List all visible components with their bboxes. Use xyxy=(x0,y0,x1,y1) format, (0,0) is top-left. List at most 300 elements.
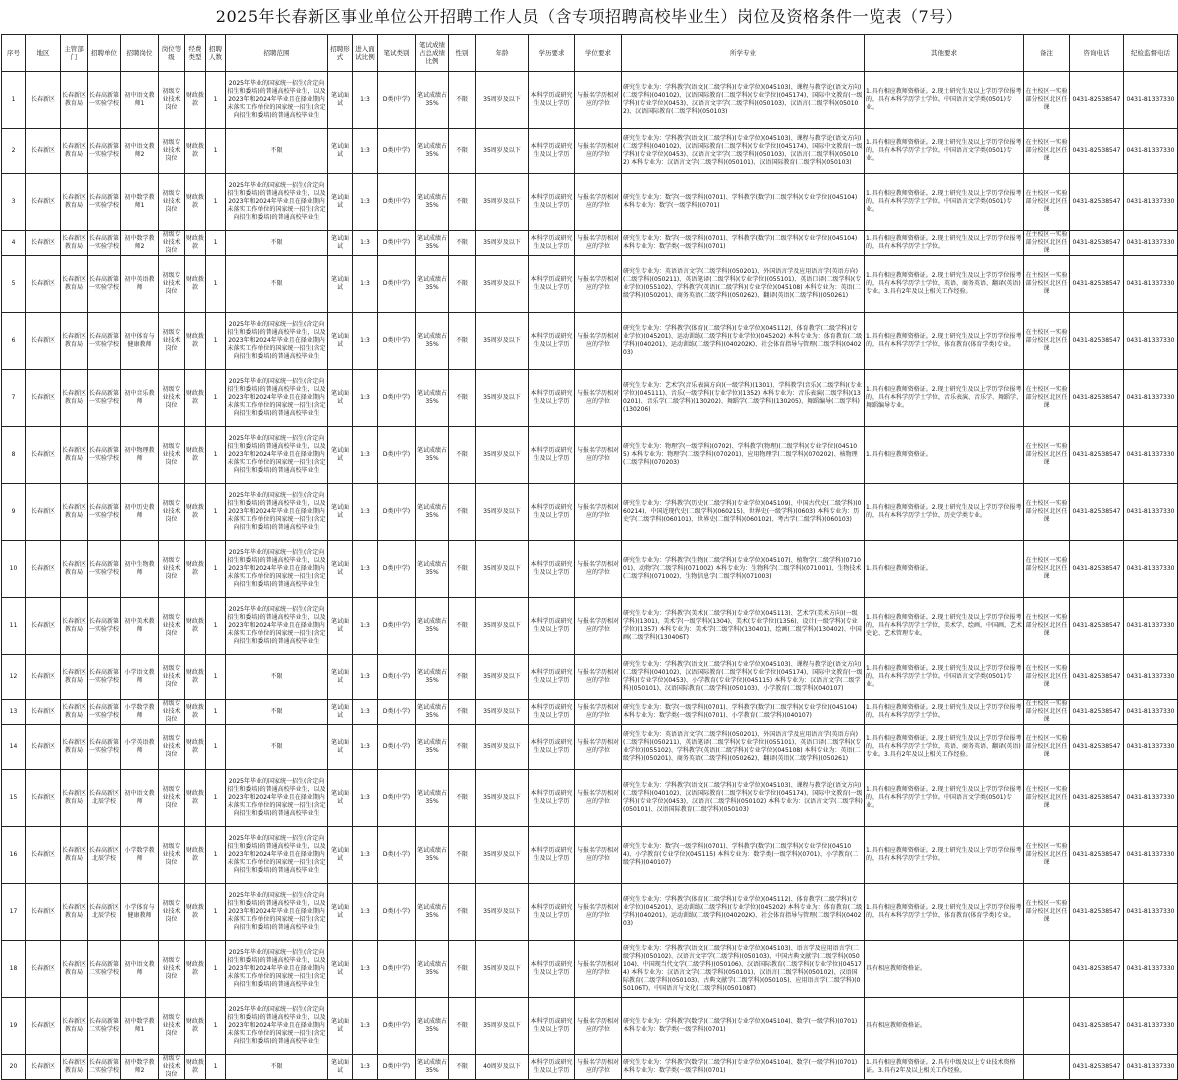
supervise-phone-cell: 0431-81337330 xyxy=(1124,313,1178,370)
supervise-phone-cell: 0431-81337330 xyxy=(1124,884,1178,941)
degree-cell: 与报名学历相对应的学位 xyxy=(575,941,622,998)
row-number: 7 xyxy=(2,370,26,427)
weight-cell: 笔试成绩占35% xyxy=(416,370,449,427)
gender-cell: 不限 xyxy=(449,370,476,427)
remark-cell: 在主校区一实验部分校区北区任课 xyxy=(1024,655,1070,700)
dept-cell: 长春新区教育局 xyxy=(61,313,88,370)
funding-cell: 财政拨款 xyxy=(185,655,206,700)
table-row xyxy=(2,655,1178,700)
column-header: 纪检监督电话 xyxy=(1124,35,1178,72)
level-cell: 初级专业技术岗位 xyxy=(159,827,185,884)
row-number: 17 xyxy=(2,884,26,941)
gender-cell: 不限 xyxy=(449,700,476,725)
phone-cell: 0431-82538547 xyxy=(1070,884,1124,941)
ratio-cell: 1:3 xyxy=(353,427,378,484)
form-cell: 笔试面试 xyxy=(328,998,353,1055)
row-number: 18 xyxy=(2,941,26,998)
remark-cell: 在主校区一实验部分校区北区任课 xyxy=(1024,174,1070,231)
phone-cell: 0431-82538547 xyxy=(1070,725,1124,770)
level-cell: 初级专业技术岗位 xyxy=(159,541,185,598)
gender-cell: 不限 xyxy=(449,884,476,941)
degree-cell: 与报名学历相对应的学位 xyxy=(575,370,622,427)
funding-cell: 财政拨款 xyxy=(185,256,206,313)
degree-cell: 与报名学历相对应的学位 xyxy=(575,884,622,941)
region-cell: 长春新区 xyxy=(26,129,61,174)
column-header: 咨询电话 xyxy=(1070,35,1124,72)
scope-cell: 2025年毕业的国家统一招生(含定向招生和委培)的普通高校毕业生，以及2023年和2024年毕业且在择业期内未落实工作单位的国家统一招生(含定向招生和委培)的普通高校毕业生 xyxy=(226,370,328,427)
region-cell: 长春新区 xyxy=(26,484,61,541)
level-cell: 初级专业技术岗位 xyxy=(159,725,185,770)
count-cell: 1 xyxy=(206,725,226,770)
degree-cell: 与报名学历相对应的学位 xyxy=(575,770,622,827)
supervise-phone-cell: 0431-81337330 xyxy=(1124,770,1178,827)
major-cell: 研究生专业为：学科教学(语文)(二级学科)(专业学位)(045103)、课程与教学论(语文方向)(二级学科)(040102)、汉语国际教育(二级学科)(专业学位)(045174)、国际中文教育(一级学科)(专业学位)(0453)、汉语言文字学(二级学科)(050103)、汉语言(二级学科)(050102) 本科专业为：汉语言文学(二级学科)(050101)、汉语国际教育(二级学科)(050103) xyxy=(622,129,865,174)
gender-cell: 不限 xyxy=(449,129,476,174)
age-cell: 35周岁及以下 xyxy=(476,998,529,1055)
phone-cell: 0431-82538547 xyxy=(1070,655,1124,700)
scope-cell: 2025年毕业的国家统一招生(含定向招生和委培)的普通高校毕业生，以及2023年和2024年毕业且在择业期内未落实工作单位的国家统一招生(含定向招生和委培)的普通高校毕业生 xyxy=(226,998,328,1055)
remark-cell: 在主校区一实验部分校区北区任课 xyxy=(1024,370,1070,427)
form-cell: 笔试面试 xyxy=(328,231,353,256)
age-cell: 35周岁及以下 xyxy=(476,231,529,256)
row-number: 14 xyxy=(2,725,26,770)
major-cell: 研究生专业为：学科教学(语文)(二级学科)(专业学位)(045103)、语言学及应用语言学(二级学科)(050102)、汉语言文字学(二级学科)(050103)、中国古典文献学(二级学科)(050104)、中国现当代文学(二级学科)(050106)、汉语国际教育(二级学科)(专业学位)(045174) 本科专业为：汉语言文学(二级学科)(050101)、汉语言(二级学科)(050102)、汉语国际教育(二级学科)(050103)、古典文献学(二级学科)(050105)、应用语言学(二级学科)(050106T)、中国语言与文化(二级学科)(050108T) xyxy=(622,941,865,998)
ratio-cell: 1:3 xyxy=(353,313,378,370)
exam-cell: D类(中学) xyxy=(378,484,416,541)
age-cell: 35周岁及以下 xyxy=(476,598,529,655)
region-cell: 长春新区 xyxy=(26,541,61,598)
exam-cell: D类(中学) xyxy=(378,129,416,174)
column-header: 招聘岗位 xyxy=(121,35,159,72)
dept-cell: 长春新区教育局 xyxy=(61,725,88,770)
edu-cell: 本科学历或研究生及以上学历 xyxy=(529,827,575,884)
exam-cell: D类(中学) xyxy=(378,313,416,370)
age-cell: 35周岁及以下 xyxy=(476,484,529,541)
table-row xyxy=(2,72,1178,129)
unit-cell: 长春高新第一实验学校 xyxy=(88,484,121,541)
weight-cell: 笔试成绩占35% xyxy=(416,725,449,770)
other-cell: 1.具有相应教师资格证。2.现士研究生及以上学历学位报考的，具有本科学历学士学位。中国语言文学类(0501)专业。 xyxy=(865,770,1024,827)
edu-cell: 本科学历或研究生及以上学历 xyxy=(529,998,575,1055)
table-row xyxy=(2,884,1178,941)
column-header: 序号 xyxy=(2,35,26,72)
region-cell: 长春新区 xyxy=(26,1055,61,1080)
age-cell: 35周岁及以下 xyxy=(476,655,529,700)
unit-cell: 长春高新区北辰学校 xyxy=(88,827,121,884)
row-number: 5 xyxy=(2,256,26,313)
ratio-cell: 1:3 xyxy=(353,655,378,700)
count-cell: 1 xyxy=(206,998,226,1055)
edu-cell: 本科学历或研究生及以上学历 xyxy=(529,256,575,313)
form-cell: 笔试面试 xyxy=(328,598,353,655)
degree-cell: 与报名学历相对应的学位 xyxy=(575,700,622,725)
count-cell: 1 xyxy=(206,256,226,313)
scope-cell: 2025年毕业的国家统一招生(含定向招生和委培)的普通高校毕业生，以及2023年和2024年毕业且在择业期内未落实工作单位的国家统一招生(含定向招生和委培)的普通高校毕业生 xyxy=(226,174,328,231)
table-row xyxy=(2,598,1178,655)
level-cell: 初级专业技术岗位 xyxy=(159,427,185,484)
form-cell: 笔试面试 xyxy=(328,827,353,884)
weight-cell: 笔试成绩占35% xyxy=(416,655,449,700)
other-cell: 1.具有相应教师资格证。2.现士研究生及以上学历学位报考的，具有本科学历学士学位，体育教育(体育学类)专业。 xyxy=(865,313,1024,370)
level-cell: 初级专业技术岗位 xyxy=(159,998,185,1055)
unit-cell: 长春高新第一实验学校 xyxy=(88,231,121,256)
table-row xyxy=(2,484,1178,541)
weight-cell: 笔试成绩占35% xyxy=(416,313,449,370)
age-cell: 35周岁及以下 xyxy=(476,884,529,941)
funding-cell: 财政拨款 xyxy=(185,484,206,541)
gender-cell: 不限 xyxy=(449,598,476,655)
exam-cell: D类(中学) xyxy=(378,541,416,598)
exam-cell: D类(中学) xyxy=(378,941,416,998)
supervise-phone-cell: 0431-81337330 xyxy=(1124,725,1178,770)
phone-cell: 0431-82538547 xyxy=(1070,598,1124,655)
row-number: 19 xyxy=(2,998,26,1055)
count-cell: 1 xyxy=(206,72,226,129)
edu-cell: 本科学历或研究生及以上学历 xyxy=(529,72,575,129)
table-row xyxy=(2,1055,1178,1080)
age-cell: 35周岁及以下 xyxy=(476,256,529,313)
major-cell: 研究生专业为：数学(一级学科)(0701)、学科教学(数学)(二级学科)(专业学位)(045104) 本科专业为：数学(一级学科)(0701) xyxy=(622,174,865,231)
funding-cell: 财政拨款 xyxy=(185,598,206,655)
phone-cell: 0431-82538547 xyxy=(1070,998,1124,1055)
scope-cell: 2025年毕业的国家统一招生(含定向招生和委培)的普通高校毕业生，以及2023年和2024年毕业且在择业期内未落实工作单位的国家统一招生(含定向招生和委培)的普通高校毕业生 xyxy=(226,770,328,827)
row-number: 20 xyxy=(2,1055,26,1080)
region-cell: 长春新区 xyxy=(26,655,61,700)
phone-cell: 0431-82538547 xyxy=(1070,827,1124,884)
weight-cell: 笔试成绩占35% xyxy=(416,174,449,231)
count-cell: 1 xyxy=(206,655,226,700)
edu-cell: 本科学历或研究生及以上学历 xyxy=(529,313,575,370)
column-header: 进入面试比例 xyxy=(353,35,378,72)
supervise-phone-cell: 0431-81337330 xyxy=(1124,370,1178,427)
unit-cell: 长春高新区北辰学校 xyxy=(88,884,121,941)
age-cell: 35周岁及以下 xyxy=(476,427,529,484)
post-cell: 初中数学教师2 xyxy=(121,231,159,256)
gender-cell: 不限 xyxy=(449,827,476,884)
funding-cell: 财政拨款 xyxy=(185,370,206,427)
unit-cell: 长春高新第一实验学校 xyxy=(88,129,121,174)
degree-cell: 与报名学历相对应的学位 xyxy=(575,655,622,700)
major-cell: 研究生专业为：英语语言文学(二级学科)(050201)、外国语言学及应用语言学(英语方向)(二级学科)(050211)、英语笔译(二级学科)(专业学位)(055101)、英语口译(二级学科)(专业学位)(055102)、学科教学(英语)(二级学科)(专业学位)(045108) 本科专业为：英语(二级学科)(050201)、商务英语(二级学科)(050262)、翻译(英语)(二级学科)(050261) xyxy=(622,256,865,313)
ratio-cell: 1:3 xyxy=(353,941,378,998)
row-number: 10 xyxy=(2,541,26,598)
unit-cell: 长春高新第一实验学校 xyxy=(88,427,121,484)
supervise-phone-cell: 0431-81337330 xyxy=(1124,998,1178,1055)
table-row xyxy=(2,770,1178,827)
column-header: 招聘范围 xyxy=(226,35,328,72)
ratio-cell: 1:3 xyxy=(353,174,378,231)
age-cell: 35周岁及以下 xyxy=(476,725,529,770)
form-cell: 笔试面试 xyxy=(328,700,353,725)
table-row xyxy=(2,725,1178,770)
level-cell: 初级专业技术岗位 xyxy=(159,700,185,725)
form-cell: 笔试面试 xyxy=(328,256,353,313)
funding-cell: 财政拨款 xyxy=(185,998,206,1055)
level-cell: 初级专业技术岗位 xyxy=(159,598,185,655)
exam-cell: D类(小学) xyxy=(378,700,416,725)
form-cell: 笔试面试 xyxy=(328,1055,353,1080)
edu-cell: 本科学历或研究生及以上学历 xyxy=(529,541,575,598)
column-header: 学历要求 xyxy=(529,35,575,72)
phone-cell: 0431-82538547 xyxy=(1070,1055,1124,1080)
region-cell: 长春新区 xyxy=(26,256,61,313)
form-cell: 笔试面试 xyxy=(328,427,353,484)
ratio-cell: 1:3 xyxy=(353,998,378,1055)
ratio-cell: 1:3 xyxy=(353,700,378,725)
scope-cell: 2025年毕业的国家统一招生(含定向招生和委培)的普通高校毕业生，以及2023年和2024年毕业且在择业期内未落实工作单位的国家统一招生(含定向招生和委培)的普通高校毕业生 xyxy=(226,72,328,129)
region-cell: 长春新区 xyxy=(26,598,61,655)
region-cell: 长春新区 xyxy=(26,941,61,998)
edu-cell: 本科学历或研究生及以上学历 xyxy=(529,655,575,700)
funding-cell: 财政拨款 xyxy=(185,313,206,370)
column-header: 招聘单位 xyxy=(88,35,121,72)
ratio-cell: 1:3 xyxy=(353,72,378,129)
dept-cell: 长春新区教育局 xyxy=(61,598,88,655)
gender-cell: 不限 xyxy=(449,770,476,827)
weight-cell: 笔试成绩占35% xyxy=(416,998,449,1055)
region-cell: 长春新区 xyxy=(26,725,61,770)
edu-cell: 本科学历或研究生及以上学历 xyxy=(529,427,575,484)
form-cell: 笔试面试 xyxy=(328,313,353,370)
column-header: 主管部门 xyxy=(61,35,88,72)
major-cell: 研究生专业为：学科教学(历史)(二级学科)(专业学位)(045109)、中国古代史(二级学科)(060214)、中国近现代史(二级学科)(060215)、世界史(一级学科)(0603) 本科专业为：历史学(二级学科)(060101)、世界史(二级学科)(060102)、考古学(二级学科)(060103) xyxy=(622,484,865,541)
phone-cell: 0431-82538547 xyxy=(1070,129,1124,174)
scope-cell: 2025年毕业的国家统一招生(含定向招生和委培)的普通高校毕业生，以及2023年和2024年毕业且在择业期内未落实工作单位的国家统一招生(含定向招生和委培)的普通高校毕业生 xyxy=(226,313,328,370)
form-cell: 笔试面试 xyxy=(328,725,353,770)
count-cell: 1 xyxy=(206,370,226,427)
edu-cell: 本科学历或研究生及以上学历 xyxy=(529,598,575,655)
major-cell: 研究生专业为：英语语言文学(二级学科)(050201)、外国语言学及应用语言学(英语方向)(二级学科)(050211)、英语笔译(二级学科)(专业学位)(055101)、英语口译(二级学科)(专业学位)(055102)、学科教学(英语)(二级学科)(专业学位)(045108) 本科专业为：英语(二级学科)(050201)、商务英语(二级学科)(050262)、翻译(英语)(二级学科)(050261) xyxy=(622,725,865,770)
level-cell: 初级专业技术岗位 xyxy=(159,313,185,370)
funding-cell: 财政拨款 xyxy=(185,427,206,484)
table-row xyxy=(2,700,1178,725)
unit-cell: 长春高新第一实验学校 xyxy=(88,655,121,700)
age-cell: 35周岁及以下 xyxy=(476,313,529,370)
table-body xyxy=(2,72,1178,1080)
ratio-cell: 1:3 xyxy=(353,256,378,313)
form-cell: 笔试面试 xyxy=(328,72,353,129)
count-cell: 1 xyxy=(206,484,226,541)
other-cell: 1.具有相应教师资格证。2.现士研究生及以上学历学位报考的，具有本科学历学士学位，历史学类专业。 xyxy=(865,484,1024,541)
phone-cell: 0431-82538547 xyxy=(1070,313,1124,370)
level-cell: 初级专业技术岗位 xyxy=(159,941,185,998)
column-header: 备注 xyxy=(1024,35,1070,72)
ratio-cell: 1:3 xyxy=(353,827,378,884)
post-cell: 小学英语教师 xyxy=(121,725,159,770)
degree-cell: 与报名学历相对应的学位 xyxy=(575,313,622,370)
row-number: 3 xyxy=(2,174,26,231)
phone-cell: 0431-82538547 xyxy=(1070,72,1124,129)
degree-cell: 与报名学历相对应的学位 xyxy=(575,256,622,313)
exam-cell: D类(小学) xyxy=(378,884,416,941)
level-cell: 初级专业技术岗位 xyxy=(159,1055,185,1080)
exam-cell: D类(中学) xyxy=(378,598,416,655)
edu-cell: 本科学历或研究生及以上学历 xyxy=(529,700,575,725)
unit-cell: 长春高新第一实验学校 xyxy=(88,725,121,770)
other-cell: 具有相应教师资格证。 xyxy=(865,941,1024,998)
remark-cell: 在主校区一实验部分校区北区任课 xyxy=(1024,129,1070,174)
remark-cell: 在主校区一实验部分校区北区任课 xyxy=(1024,770,1070,827)
unit-cell: 长春高新第一实验学校 xyxy=(88,370,121,427)
scope-cell: 2025年毕业的国家统一招生(含定向招生和委培)的普通高校毕业生，以及2023年和2024年毕业且在择业期内未落实工作单位的国家统一招生(含定向招生和委培)的普通高校毕业生 xyxy=(226,941,328,998)
ratio-cell: 1:3 xyxy=(353,1055,378,1080)
unit-cell: 长春高新区北辰学校 xyxy=(88,770,121,827)
region-cell: 长春新区 xyxy=(26,174,61,231)
edu-cell: 本科学历或研究生及以上学历 xyxy=(529,370,575,427)
degree-cell: 与报名学历相对应的学位 xyxy=(575,484,622,541)
weight-cell: 笔试成绩占35% xyxy=(416,700,449,725)
scope-cell: 不限 xyxy=(226,700,328,725)
other-cell: 1.具有相应教师资格证。2.现士研究生及以上学历学位报考的，具有本科学历学士学位。中国语言文学类(0501)专业。 xyxy=(865,655,1024,700)
ratio-cell: 1:3 xyxy=(353,484,378,541)
row-number: 2 xyxy=(2,129,26,174)
page-title: 2025年长春新区事业单位公开招聘工作人员（含专项招聘高校毕业生）岗位及资格条件一览表（7号） xyxy=(215,7,963,26)
weight-cell: 笔试成绩占35% xyxy=(416,1055,449,1080)
post-cell: 初中体育与健康教师 xyxy=(121,313,159,370)
table-row xyxy=(2,827,1178,884)
post-cell: 初中物理教师 xyxy=(121,427,159,484)
remark-cell: 在主校区一实验部分校区北区任课 xyxy=(1025,231,1068,254)
weight-cell: 笔试成绩占35% xyxy=(416,941,449,998)
gender-cell: 不限 xyxy=(449,655,476,700)
major-cell: 研究生专业为：物理学(一级学科)(0702)、学科教学(物理)(二级学科)(专业学位)(045105) 本科专业为：物理学(二级学科)(070201)、应用物理学(二级学科)(070202)、核物理(二级学科)(070203) xyxy=(622,427,865,484)
exam-cell: D类(中学) xyxy=(378,998,416,1055)
row-number: 4 xyxy=(2,231,26,256)
scope-cell: 不限 xyxy=(226,1055,328,1080)
gender-cell: 不限 xyxy=(449,427,476,484)
other-cell: 1.具有相应教师资格证。2.具有中级及以上专业技术资格证。3.具有2年及以上相关工作经验。 xyxy=(865,1055,1024,1080)
phone-cell: 0431-82538547 xyxy=(1070,484,1124,541)
other-cell: 1.具有相应教师资格证。2.现士研究生及以上学历学位报考的，具有本科学历学士学位。 xyxy=(865,827,1024,884)
supervise-phone-cell: 0431-81337330 xyxy=(1124,541,1178,598)
age-cell: 35周岁及以下 xyxy=(476,174,529,231)
edu-cell: 本科学历或研究生及以上学历 xyxy=(529,1055,575,1080)
exam-cell: D类(中学) xyxy=(378,256,416,313)
degree-cell: 与报名学历相对应的学位 xyxy=(575,1055,622,1080)
major-cell: 研究生专业为：数学(一级学科)(0701)、学科教学(数学)(二级学科)(专业学位)(045104) 本科专业为：数学类(一级学科)(0701)、小学教育(二级学科)(040107) xyxy=(622,700,865,725)
funding-cell: 财政拨款 xyxy=(185,827,206,884)
ratio-cell: 1:3 xyxy=(353,598,378,655)
weight-cell: 笔试成绩占35% xyxy=(416,427,449,484)
scope-cell: 2025年毕业的国家统一招生(含定向招生和委培)的普通高校毕业生，以及2023年和2024年毕业且在择业期内未落实工作单位的国家统一招生(含定向招生和委培)的普通高校毕业生 xyxy=(226,427,328,484)
age-cell: 35周岁及以下 xyxy=(476,941,529,998)
form-cell: 笔试面试 xyxy=(328,655,353,700)
other-cell: 1.具有相应教师资格证。2.现士研究生及以上学历学位报考的，具有本科学历学士学位。中国语言文学类(0501)专业。 xyxy=(865,129,1024,174)
funding-cell: 财政拨款 xyxy=(185,1055,206,1080)
table-row xyxy=(2,231,1178,256)
degree-cell: 与报名学历相对应的学位 xyxy=(575,427,622,484)
count-cell: 1 xyxy=(206,700,226,725)
supervise-phone-cell: 0431-81337330 xyxy=(1124,655,1178,700)
count-cell: 1 xyxy=(206,129,226,174)
major-cell: 研究生专业为：学科教学(数学)(二级学科)(专业学位)(045104)、数学(一级学科)(0701) 本科专业为：数学类(一级学科)(0701) xyxy=(622,1055,865,1080)
major-cell: 研究生专业为：数学(一级学科)(0701)、学科教学(数学)(二级学科)(专业学位)(045104) 本科专业为：数学类(一级学科)(0701) xyxy=(622,231,865,256)
remark-cell: 在主校区一实验部分校区北区任课 xyxy=(1024,256,1070,313)
exam-cell: D类(小学) xyxy=(378,827,416,884)
gender-cell: 不限 xyxy=(449,998,476,1055)
funding-cell: 财政拨款 xyxy=(185,725,206,770)
edu-cell: 本科学历或研究生及以上学历 xyxy=(529,484,575,541)
degree-cell: 与报名学历相对应的学位 xyxy=(575,541,622,598)
weight-cell: 笔试成绩占35% xyxy=(416,72,449,129)
weight-cell: 笔试成绩占35% xyxy=(416,827,449,884)
level-cell: 初级专业技术岗位 xyxy=(159,655,185,700)
unit-cell: 长春高新第一实验学校 xyxy=(88,700,121,725)
supervise-phone-cell: 0431-81337330 xyxy=(1124,700,1178,725)
dept-cell: 长春新区教育局 xyxy=(61,427,88,484)
supervise-phone-cell: 0431-81337330 xyxy=(1124,827,1178,884)
count-cell: 1 xyxy=(206,884,226,941)
post-cell: 初中数学教师1 xyxy=(121,174,159,231)
supervise-phone-cell: 0431-81337330 xyxy=(1124,72,1178,129)
remark-cell: 在主校区一实验部分校区北区任课 xyxy=(1024,427,1070,484)
column-header: 性别 xyxy=(449,35,476,72)
scope-cell: 不限 xyxy=(226,725,328,770)
form-cell: 笔试面试 xyxy=(328,129,353,174)
level-cell: 初级专业技术岗位 xyxy=(159,884,185,941)
scope-cell: 2025年毕业的国家统一招生(含定向招生和委培)的普通高校毕业生，以及2023年和2024年毕业且在择业期内未落实工作单位的国家统一招生(含定向招生和委培)的普通高校毕业生 xyxy=(226,541,328,598)
dept-cell: 长春新区教育局 xyxy=(61,1055,88,1080)
edu-cell: 本科学历或研究生及以上学历 xyxy=(529,174,575,231)
level-cell: 初级专业技术岗位 xyxy=(159,256,185,313)
dept-cell: 长春新区教育局 xyxy=(61,827,88,884)
dept-cell: 长春新区教育局 xyxy=(61,72,88,129)
funding-cell: 财政拨款 xyxy=(185,941,206,998)
scope-cell: 2025年毕业的国家统一招生(含定向招生和委培)的普通高校毕业生，以及2023年和2024年毕业且在择业期内未落实工作单位的国家统一招生(含定向招生和委培)的普通高校毕业生 xyxy=(226,484,328,541)
degree-cell: 与报名学历相对应的学位 xyxy=(575,998,622,1055)
region-cell: 长春新区 xyxy=(26,998,61,1055)
unit-cell: 长春高新第一实验学校 xyxy=(88,256,121,313)
region-cell: 长春新区 xyxy=(26,827,61,884)
ratio-cell: 1:3 xyxy=(353,884,378,941)
weight-cell: 笔试成绩占35% xyxy=(416,484,449,541)
table-row xyxy=(2,256,1178,313)
gender-cell: 不限 xyxy=(449,313,476,370)
major-cell: 研究生专业为：学科教学(语文)(二级学科)(专业学位)(045103)、课程与教学论(语文方向)(二级学科)(040102)、汉语国际教育(二级学科)(专业学位)(045174)、国际中文教育(一级学科)(专业学位)(0453)、小学教育(专业学位)(045115) 本科专业为：汉语言文学(二级学科)(050101)、汉语国际教育(二级学科)(050103)、小学教育(二级学科)(040107) xyxy=(622,655,865,700)
major-cell: 研究生专业为：学科教学(语文)(二级学科)(专业学位)(045103)、课程与教学论(语文方向)(二级学科)(040102)、汉语国际教育(二级学科)(专业学位)(045174)、国际中文教育(一级学科)(专业学位)(0453)、汉语言(二级学科)(050102) 本科专业为：汉语言文学(二级学科)(050101)、汉语国际教育(二级学科)(050103) xyxy=(622,770,865,827)
funding-cell: 财政拨款 xyxy=(185,700,206,725)
weight-cell: 笔试成绩占35% xyxy=(416,598,449,655)
post-cell: 初中语文教师 xyxy=(121,941,159,998)
table-row xyxy=(2,541,1178,598)
post-cell: 初中语文教师 xyxy=(121,770,159,827)
unit-cell: 长春高新第一实验学校 xyxy=(88,174,121,231)
weight-cell: 笔试成绩占35% xyxy=(416,770,449,827)
exam-cell: D类(中学) xyxy=(378,770,416,827)
edu-cell: 本科学历或研究生及以上学历 xyxy=(529,941,575,998)
unit-cell: 长春高新第二实验学校 xyxy=(88,941,121,998)
ratio-cell: 1:3 xyxy=(353,129,378,174)
count-cell: 1 xyxy=(206,941,226,998)
age-cell: 35周岁及以下 xyxy=(476,370,529,427)
form-cell: 笔试面试 xyxy=(328,941,353,998)
unit-cell: 长春高新第一实验学校 xyxy=(88,72,121,129)
column-header: 年龄 xyxy=(476,35,529,72)
table-row xyxy=(2,313,1178,370)
other-cell: 1.具有相应教师资格证。2.现士研究生及以上学历学位报考的，具有本科学历学士学位，体育教育(体育学类)专业。 xyxy=(865,884,1024,941)
region-cell: 长春新区 xyxy=(26,770,61,827)
unit-cell: 长春高新第一实验学校 xyxy=(88,541,121,598)
major-cell: 研究生专业为：学科教学(美术)(二级学科)(专业学位)(045113)、艺术学(美术方向)(一级学科)(1301)、美术学(一级学科)(1304)、美术(专业学位)(1356)、设计(一级学科)(专业学位)(1357) 本科专业为：美术学(二级学科)(130401)、绘画(二级学科)(130402)、中国画(二级学科)(130406T) xyxy=(622,598,865,655)
row-number: 12 xyxy=(2,655,26,700)
count-cell: 1 xyxy=(206,427,226,484)
exam-cell: D类(小学) xyxy=(378,655,416,700)
age-cell: 40周岁及以下 xyxy=(476,1055,529,1080)
post-cell: 小学数学教师 xyxy=(121,700,159,725)
scope-cell: 2025年毕业的国家统一招生(含定向招生和委培)的普通高校毕业生，以及2023年和2024年毕业且在择业期内未落实工作单位的国家统一招生(含定向招生和委培)的普通高校毕业生 xyxy=(226,827,328,884)
remark-cell: 在主校区一实验部分校区北区任课 xyxy=(1024,725,1070,770)
exam-cell: D类(中学) xyxy=(378,72,416,129)
